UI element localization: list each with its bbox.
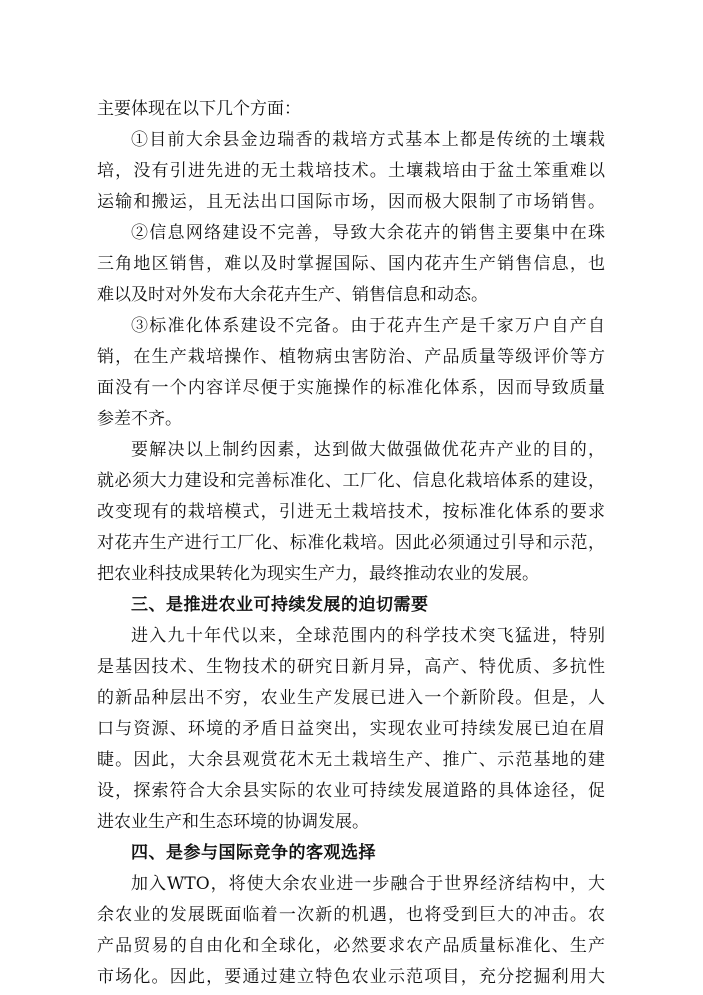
text-line: 市场化。因此，要通过建立特色农业示范项目，充分挖掘利用大 (97, 967, 605, 987)
text-line: 的新品种层出不穷，农业生产发展已进入一个新阶段。但是，人 (97, 688, 605, 708)
text-line: 参差不齐。 (97, 409, 182, 429)
text-line: 就必须大力建设和完善标准化、工厂化、信息化栽培体系的建设， (97, 471, 605, 491)
text-line: 睫。因此，大余县观赏花木无土栽培生产、推广、示范基地的建 (97, 750, 605, 770)
text-line: 设，探索符合大余县实际的农业可持续发展道路的具体途径，促 (97, 781, 605, 801)
text-line: 产品贸易的自由化和全球化，必然要求农产品质量标准化、生产 (97, 936, 605, 956)
text-line: 把农业科技成果转化为现实生产力，最终推动农业的发展。 (97, 564, 539, 584)
text-line: 进农业生产和生态环境的协调发展。 (97, 812, 369, 832)
section-heading: 三、是推进农业可持续发展的迫切需要 (131, 595, 429, 615)
text-line: 对花卉生产进行工厂化、标准化栽培。因此必须通过引导和示范， (97, 533, 605, 553)
text-line: 销，在生产栽培操作、植物病虫害防治、产品质量等级评价等方 (97, 347, 605, 367)
text-line: 运输和搬运，且无法出口国际市场，因而极大限制了市场销售。 (97, 192, 605, 212)
text-line: 是基因技术、生物技术的研究日新月异，高产、特优质、多抗性 (97, 657, 605, 677)
section-heading: 四、是参与国际竞争的客观选择 (131, 843, 376, 863)
text-line: 改变现有的栽培模式，引进无土栽培技术，按标准化体系的要求 (97, 502, 605, 522)
text-line: ①目前大余县金边瑞香的栽培方式基本上都是传统的土壤栽 (131, 130, 605, 150)
text-line: ③标准化体系建设不完备。由于花卉生产是千家万户自产自 (131, 316, 605, 336)
text-line: 难以及时对外发布大余花卉生产、销售信息和动态。 (97, 285, 488, 305)
document-body (97, 94, 605, 993)
text-line: 余农业的发展既面临着一次新的机遇，也将受到巨大的冲击。农 (97, 905, 605, 925)
text-line: ②信息网络建设不完善，导致大余花卉的销售主要集中在珠 (131, 223, 605, 243)
text-line: 面没有一个内容详尽便于实施操作的标准化体系，因而导致质量 (97, 378, 605, 398)
text-line: 主要体现在以下几个方面： (97, 99, 301, 119)
text-line: 培，没有引进先进的无土栽培技术。土壤栽培由于盆土笨重难以 (97, 161, 605, 181)
text-line: 口与资源、环境的矛盾日益突出，实现农业可持续发展已迫在眉 (97, 719, 605, 739)
text-line: 三角地区销售，难以及时掌握国际、国内花卉生产销售信息，也 (97, 254, 605, 274)
text-line: 加入WTO，将使大余农业进一步融合于世界经济结构中，大 (131, 874, 605, 894)
text-line: 进入九十年代以来，全球范围内的科学技术突飞猛进，特别 (131, 626, 605, 646)
text-line: 要解决以上制约因素，达到做大做强做优花卉产业的目的， (131, 440, 605, 460)
